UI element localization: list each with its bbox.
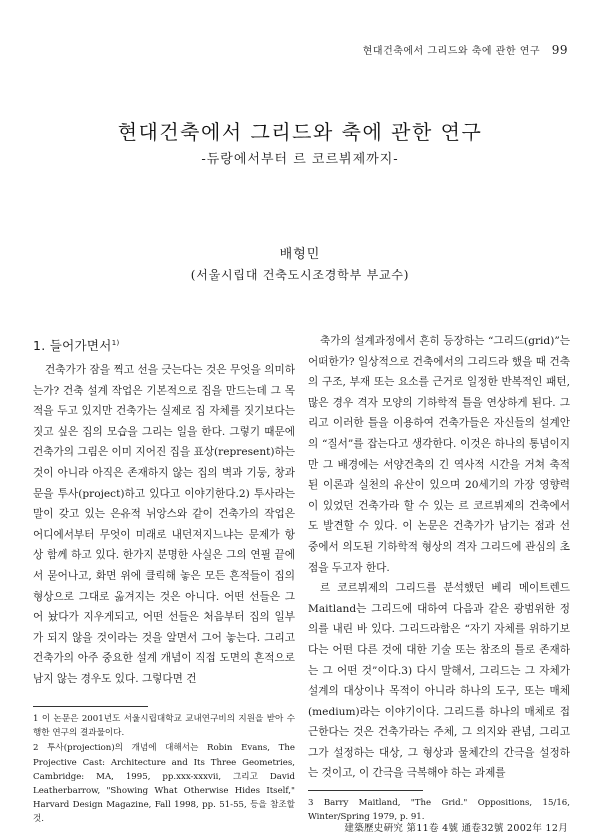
section-heading-text: 1. 들어가면서 xyxy=(33,338,112,353)
footnote: 2 투사(projection)의 개념에 대해서는 Robin Evans, The Projective Cast: Architecture and Its Three Geometries, Cambridge: MA, 1995, pp.xxx-xxxvii, 그리고 David Leatherbarrow, "Showing What Otherwise Hides Itself," Harvard Design Magazine, Fall 1998, pp. 51-55, 등을 참조할 것. xyxy=(33,743,295,825)
footnotes-left xyxy=(33,712,295,828)
footnote-divider xyxy=(308,790,423,791)
page-number: 99 xyxy=(551,43,568,57)
section-heading-note: 1) xyxy=(111,338,120,347)
section-heading xyxy=(33,336,295,354)
author-name: 배형민 xyxy=(279,247,321,262)
right-column-body xyxy=(308,331,570,784)
running-header xyxy=(300,42,568,57)
body-paragraph: 르 코르뷔제의 그리드를 분석했던 베리 메이트렌드Maitland는 그리드에 대하여 다음과 같은 광범위한 정의를 내린 바 있다. 그리드라함은 “자기 자체를 위하기보다는 어떤 다른 것에 대한 기술 또는 참조의 틀로 존재하는 그 어떤 것”이다.3) 다시 말해서, 그리드는 그 자체가 설계의 대상이나 목적이 아니라 하나의 도구, 또는 매체(medium)라는 이야기이다. 그리드를 하나의 매체로 접근한다는 것은 건축가라는 주체, 그 의지와 관념, 그리고 그가 설정하는 대상, 그 형상과 물체간의 간극을 설정하는 것이고, 이 간극을 극복해야 하는 과제를 xyxy=(308,582,570,780)
journal-footer: 建築歷史硏究 第11卷 4號 通卷32號 2002年 12月 xyxy=(344,823,568,834)
footnote-divider xyxy=(33,706,148,707)
body-paragraph: 건축가가 잠을 찍고 선을 긋는다는 것은 무엇을 의미하는가? 건축 설계 작업은 기본적으로 집을 만드는데 그 목적을 두고 있지만 건축가는 실제로 집 자체를 짓기보다는 짓고 싶은 집의 모습을 그리는 일을 한다. 그렇기 때문에 건축가의 그림은 이미 지어진 집을 표상(represent)하는 것이 아니라 아직은 존재하지 않는 집의 벽과 기둥, 창과 문을 투사(project)하고 있다고 이야기한다.2) 투사라는 말이 갖고 있는 은유적 뉘앙스와 같이 건축가의 작업은 어디에서부터 무엇이 미래로 내던져지느냐는 문제가 항상 함께 하고 있다. 한가지 분명한 사실은 그의 연필 끝에서 묻어나고, 화면 위에 클릭해 놓은 모든 흔적들이 집의 형상으로 그대로 옮겨지는 것은 아니다. 어떤 선들은 그어 놨다가 지우게되고, 어떤 선들은 처음부터 집의 일부가 되지 않을 것이라는 것을 알면서 그어 놓는다. 그리고 건축가의 아주 중요한 설계 개념이 직접 도면의 흔적으로 남지 않는 경우도 있다. 그렇다면 건 xyxy=(33,364,295,685)
body-paragraph: 축가의 설계과정에서 흔히 등장하는 “그리드(grid)”는 어떠한가? 일상적으로 건축에서의 그리드라 했을 때 건축의 구조, 부재 또는 요소를 근거로 일정한 반복적인 패턴, 많은 경우 격자 모양의 기하학적 틀을 연상하게 된다. 그리고 이러한 틀을 이용하여 건축가들은 자신들의 설계안의 “질서”를 잡는다고 생각한다. 이것은 하나의 통념이지만 그 배경에는 서양건축의 긴 역사적 시간을 거쳐 축적된 이론과 실천의 유산이 있으며 20세기의 가장 영향력이 있었던 건축가라 할 수 있는 르 코르뷔제의 건축에서도 발견할 수 있다. 이 논문은 건축가가 남기는 점과 선 중에서 의도된 기하학적 형상의 격자 그리드에 관심의 초점을 두고자 한다. xyxy=(308,335,570,574)
author-affiliation: (서울시립대 건축도시조경학부 부교수) xyxy=(190,268,410,282)
footnote: 3 Barry Maitland, "The Grid." Oppositions, 15/16, Winter/Spring 1979, p. 91. xyxy=(308,798,570,823)
running-title: 현대건축에서 그리드와 축에 관한 연구 xyxy=(362,46,541,57)
paper-title: 현대건축에서 그리드와 축에 관한 연구 xyxy=(117,120,483,144)
paper-subtitle: -듀랑에서부터 르 코르뷔제까지- xyxy=(201,152,399,167)
footnote: 1 이 논문은 2001년도 서울시립대학교 교내연구비의 지원을 받아 수행한 연구의 결과물이다. xyxy=(33,714,295,739)
left-column-body xyxy=(33,360,295,690)
